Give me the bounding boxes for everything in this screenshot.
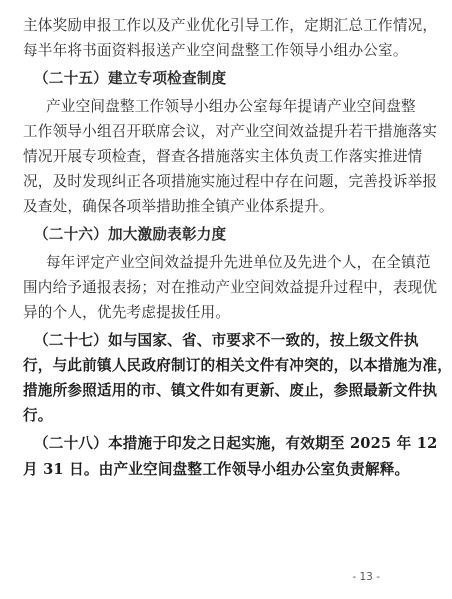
paragraph-line: 情况开展专项检查，督查各措施落实主体负责工作落实推进情 (23, 148, 423, 165)
clause-27-line: 行，与此前镇人民政府制订的相关文件有冲突的，以本措施为准， (23, 357, 452, 374)
paragraph-line: 及查处，确保各项举措助推全镇产业体系提升。 (23, 198, 334, 215)
clause-27-line: 措施所参照适用的市、镇文件如有更新、废止，参照最新文件执 (23, 382, 438, 399)
paragraph-line: 产业空间盘整工作领导小组办公室每年提请产业空间盘整 (46, 98, 416, 115)
paragraph-line: 围内给予通报表扬；对在推动产业空间效益提升过程中，表现优 (23, 279, 438, 296)
clause-28-line: （二十八）本措施于印发之日起实施，有效期至 2025 年 12 (34, 435, 438, 452)
clause-27-line: 行。 (23, 407, 53, 424)
paragraph-line: 每年评定产业空间效益提升先进单位及先进个人，在全镇范 (46, 254, 431, 271)
clause-27-line: （二十七）如与国家、省、市要求不一致的，按上级文件执 (34, 332, 419, 349)
section-heading-26: （二十六）加大激励表彰力度 (34, 226, 227, 243)
clause-28-line: 月 31 日。由产业空间盘整工作领导小组办公室负责解释。 (23, 461, 410, 478)
paragraph-line: 每半年将书面资料报送产业空间盘整工作领导小组办公室。 (23, 42, 408, 59)
paragraph-line: 工作领导小组召开联席会议，对产业空间效益提升若干措施落实 (23, 123, 438, 140)
paragraph-line: 主体奖励申报工作以及产业优化引导工作，定期汇总工作情况， (23, 17, 438, 34)
page-number: - 13 - (352, 571, 380, 583)
paragraph-line: 况，及时发现纠正各项措施实施过程中存在问题，完善投诉举报 (23, 173, 438, 190)
paragraph-line: 异的个人，优先考虑提拔任用。 (23, 304, 231, 321)
section-heading-25: （二十五）建立专项检查制度 (34, 70, 227, 87)
